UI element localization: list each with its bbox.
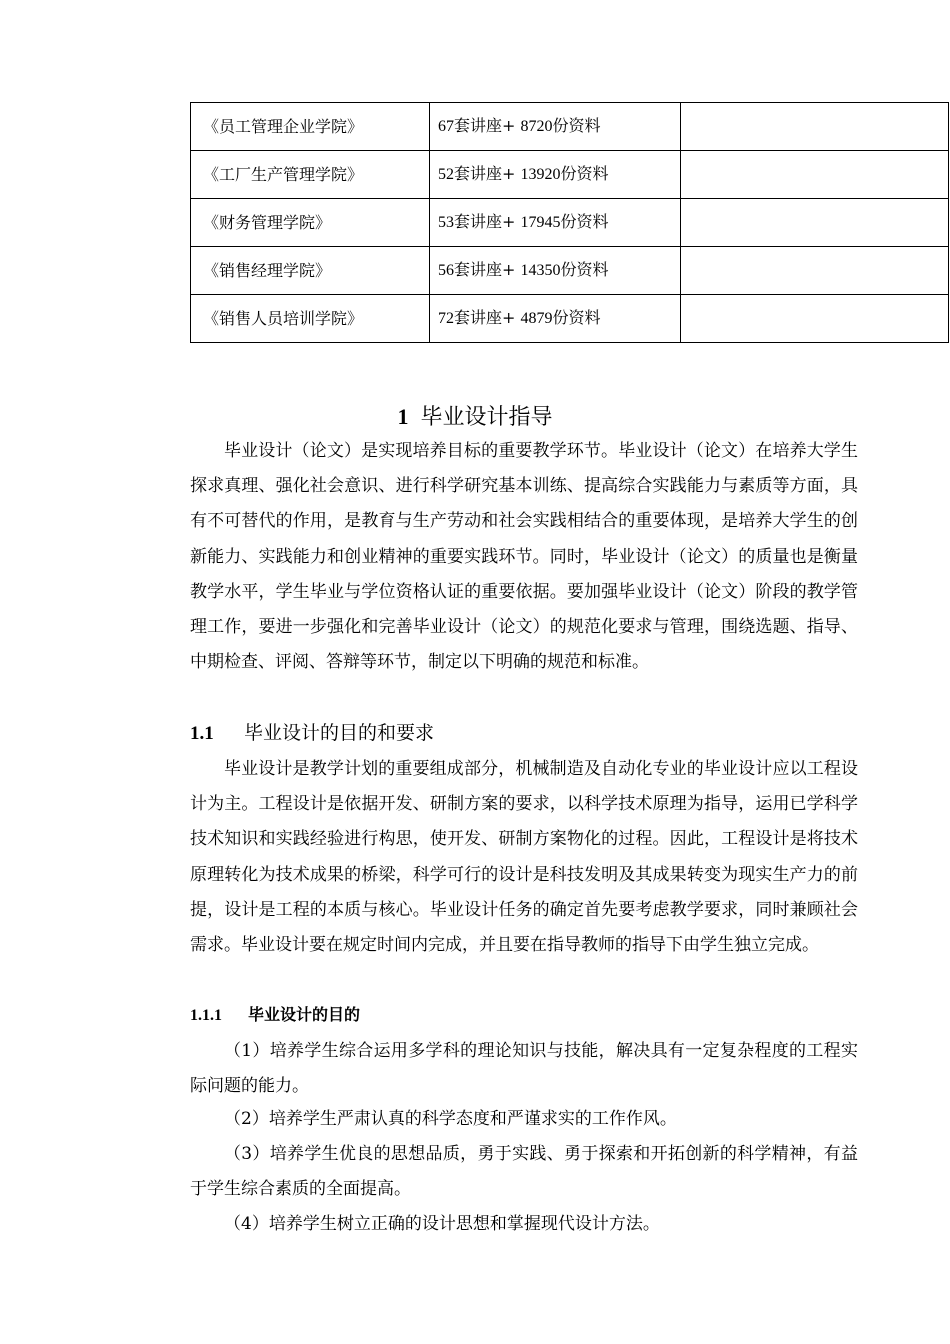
goal-item-2: （2）培养学生严肃认真的科学态度和严谨求实的工作作风。 xyxy=(224,1109,677,1129)
empty-cell xyxy=(681,151,949,199)
empty-cell xyxy=(681,295,949,343)
college-name-cell: 《销售经理学院》 xyxy=(191,247,430,295)
resource-count-cell: 52套讲座+ 13920份资料 xyxy=(430,151,681,199)
goal-item-1: （1）培养学生综合运用多学科的理论知识与技能，解决具有一定复杂程度的工程实际问题的能力。 xyxy=(190,1041,858,1097)
section-1-1-number: 1.1 xyxy=(190,723,214,744)
table-row xyxy=(191,295,949,343)
section-1-number: 1 xyxy=(397,404,409,429)
empty-cell xyxy=(681,103,949,151)
section-1-1-title: 毕业设计的目的和要求 xyxy=(244,722,435,744)
section-1-1-heading xyxy=(190,716,434,751)
empty-cell xyxy=(681,247,949,295)
section-1-1-1-number: 1.1.1 xyxy=(190,1007,222,1024)
table-row xyxy=(191,199,949,247)
section-1-heading xyxy=(0,400,950,435)
table-row xyxy=(191,103,949,151)
resource-table xyxy=(190,102,949,343)
college-name-cell: 《工厂生产管理学院》 xyxy=(191,151,430,199)
goal-item-3: （3）培养学生优良的思想品质，勇于实践、勇于探索和开拓创新的科学精神，有益于学生综合素质的全面提高。 xyxy=(190,1144,858,1200)
resource-count-cell: 72套讲座+ 4879份资料 xyxy=(430,295,681,343)
goal-item-4: （4）培养学生树立正确的设计思想和掌握现代设计方法。 xyxy=(224,1214,660,1234)
section-1-1-paragraph: 毕业设计是教学计划的重要组成部分，机械制造及自动化专业的毕业设计应以工程设计为主。工程设计是依据开发、研制方案的要求，以科学技术原理为指导，运用已学科学技术知识和实践经验进行构思，使开发、研制方案物化的过程。因此，工程设计是将技术原理转化为技术成果的桥梁，科学可行的设计是科技发明及其成果转变为现实生产力的前提，设计是工程的本质与核心。毕业设计任务的确定首先要考虑教学要求，同时兼顾社会需求。毕业设计要在规定时间内完成，并且要在指导教师的指导下由学生独立完成。 xyxy=(190,759,858,956)
section-1-1-1-heading xyxy=(190,1000,360,1031)
table-row xyxy=(191,151,949,199)
table-row xyxy=(191,247,949,295)
resource-count-cell: 53套讲座+ 17945份资料 xyxy=(430,199,681,247)
resource-count-cell: 67套讲座+ 8720份资料 xyxy=(430,103,681,151)
college-name-cell: 《员工管理企业学院》 xyxy=(191,103,430,151)
section-1-title: 毕业设计指导 xyxy=(420,405,553,430)
college-name-cell: 《销售人员培训学院》 xyxy=(191,295,430,343)
section-1-1-1-title: 毕业设计的目的 xyxy=(248,1005,361,1024)
college-name-cell: 《财务管理学院》 xyxy=(191,199,430,247)
resource-count-cell: 56套讲座+ 14350份资料 xyxy=(430,247,681,295)
empty-cell xyxy=(681,199,949,247)
section-1-intro-paragraph: 毕业设计（论文）是实现培养目标的重要教学环节。毕业设计（论文）在培养大学生探求真理、强化社会意识、进行科学研究基本训练、提高综合实践能力与素质等方面，具有不可替代的作用，是教育与生产劳动和社会实践相结合的重要体现，是培养大学生的创新能力、实践能力和创业精神的重要实践环节。同时，毕业设计（论文）的质量也是衡量教学水平，学生毕业与学位资格认证的重要依据。要加强毕业设计（论文）阶段的教学管理工作，要进一步强化和完善毕业设计（论文）的规范化要求与管理，围绕选题、指导、中期检查、评阅、答辩等环节，制定以下明确的规范和标准。 xyxy=(190,441,858,673)
